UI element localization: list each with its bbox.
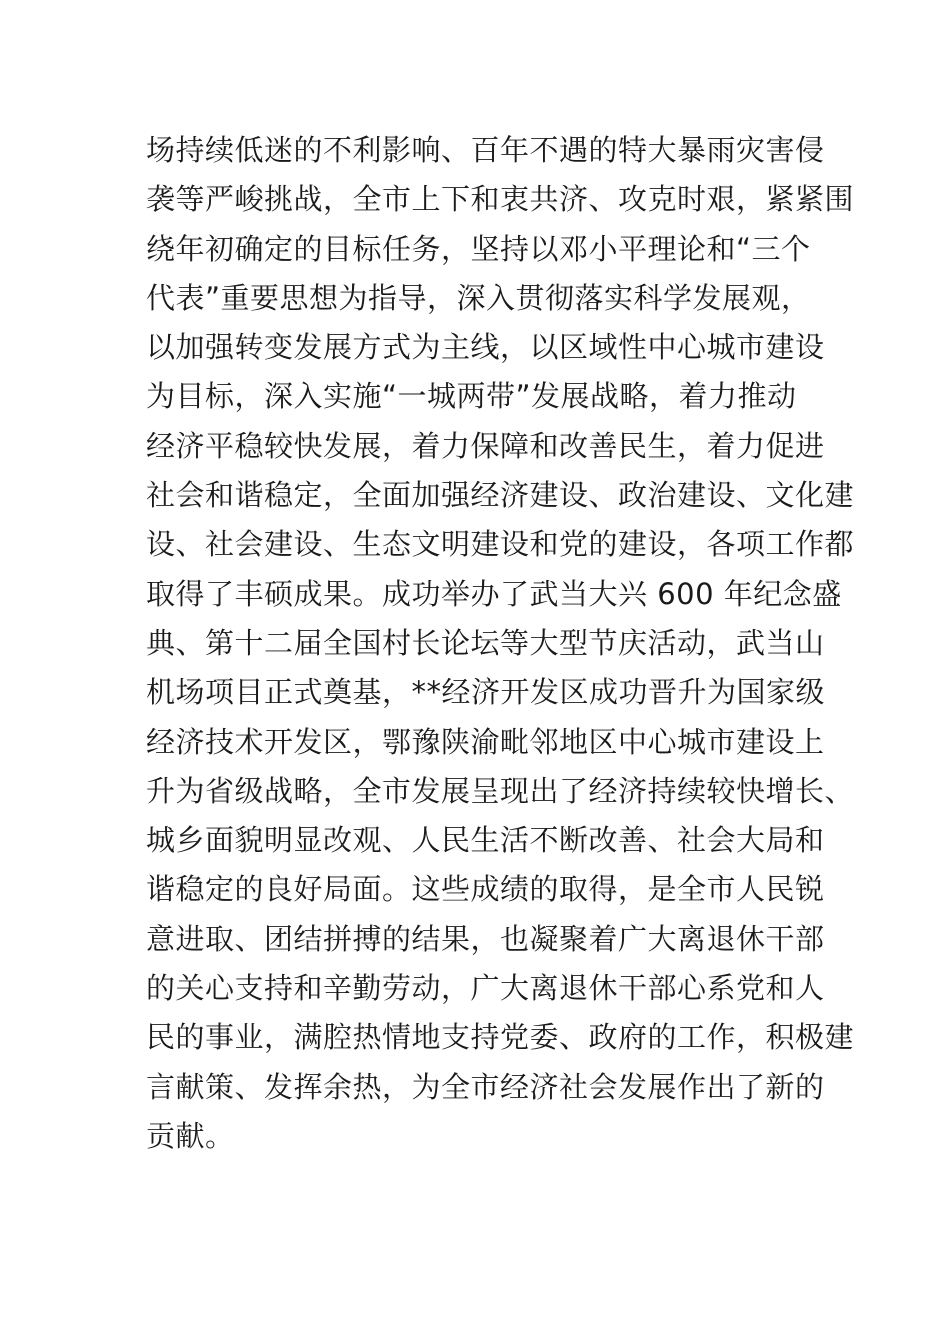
body-paragraph — [146, 126, 855, 1161]
paragraph-line: 机场项目正式奠基，**经济开发区成功晋升为国家级 — [146, 675, 826, 710]
paragraph-line: 社会和谐稳定，全面加强经济建设、政治建设、文化建 — [146, 478, 855, 513]
paragraph-line: 贡献。 — [146, 1118, 235, 1153]
paragraph-line: 设、社会建设、生态文明建设和党的建设，各项工作都 — [146, 527, 855, 562]
paragraph-line: 以加强转变发展方式为主线，以区域性中心城市建设 — [146, 330, 825, 365]
paragraph-line: 绕年初确定的目标任务，坚持以邓小平理论和“三个 — [146, 231, 811, 266]
paragraph-line: 场持续低迷的不利影响、百年不遇的特大暴雨灾害侵 — [146, 133, 825, 167]
paragraph-line: 典、第十二届全国村长论坛等大型节庆活动，武当山 — [146, 625, 825, 660]
paragraph-line: 的关心支持和辛勤劳动，广大离退休干部心系党和人 — [146, 971, 825, 1006]
paragraph-line: 城乡面貌明显改观、人民生活不断改善、社会大局和 — [146, 823, 825, 858]
paragraph-line: 代表”重要思想为指导，深入贯彻落实科学发展观， — [146, 280, 811, 315]
paragraph-line: 谐稳定的良好局面。这些成绩的取得，是全市人民锐 — [146, 872, 825, 907]
paragraph-line: 言献策、发挥余热，为全市经济社会发展作出了新的 — [146, 1069, 825, 1104]
paragraph-line: 经济技术开发区，鄂豫陕渝毗邻地区中心城市建设上 — [146, 724, 825, 759]
paragraph-line: 为目标，深入实施“一城两带”发展战略，着力推动 — [146, 379, 797, 414]
paragraph-line: 取得了丰硕成果。成功举办了武当大兴 600 年纪念盛 — [146, 576, 842, 611]
paragraph-line: 经济平稳较快发展，着力保障和改善民生，着力促进 — [146, 428, 825, 463]
paragraph-line: 民的事业，满腔热情地支持党委、政府的工作，积极建 — [146, 1020, 855, 1055]
paragraph-line: 意进取、团结拼搏的结果，也凝聚着广大离退休干部 — [146, 921, 825, 956]
paragraph-line: 袭等严峻挑战，全市上下和衷共济、攻克时艰，紧紧围 — [146, 182, 855, 217]
paragraph-line: 升为省级战略，全市发展呈现出了经济持续较快增长、 — [146, 773, 855, 808]
